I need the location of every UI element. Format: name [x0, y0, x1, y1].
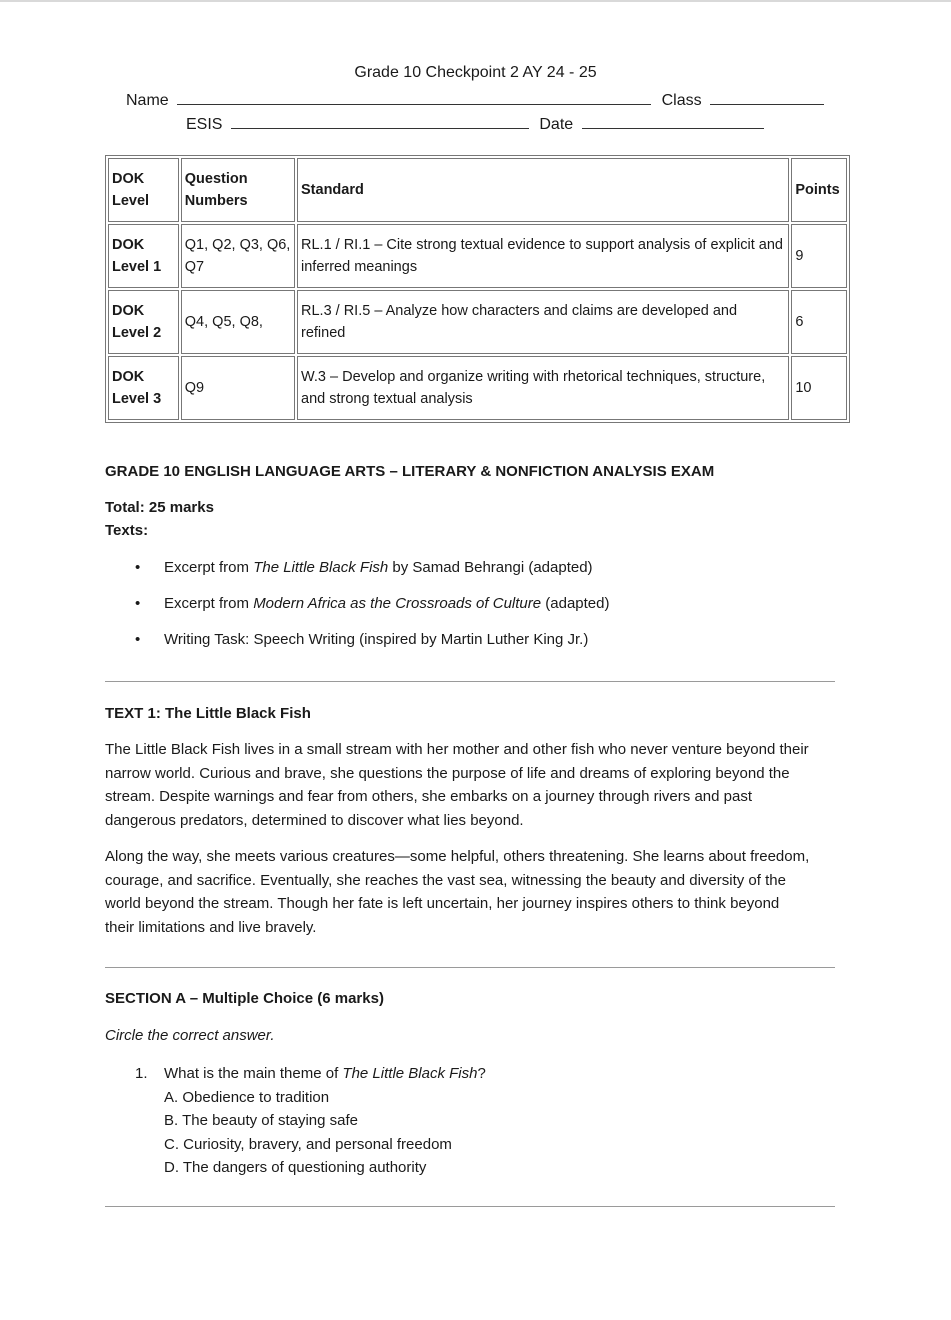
dok-level-cell: DOK Level 1 — [108, 224, 179, 288]
dok-level-cell: DOK Level 2 — [108, 290, 179, 354]
class-field[interactable] — [710, 90, 824, 105]
standard-cell: RL.3 / RI.5 – Analyze how characters and claims are developed and refined — [297, 290, 789, 354]
section-a-heading: SECTION A – Multiple Choice (6 marks) — [105, 990, 384, 1007]
dok-level-cell: DOK Level 3 — [108, 356, 179, 420]
question-1-stem: 1. What is the main theme of The Little Black Fish? — [135, 1065, 486, 1082]
dok-table-header — [108, 158, 847, 222]
text1-heading: TEXT 1: The Little Black Fish — [105, 705, 311, 722]
divider — [105, 967, 835, 968]
points-cell: 10 — [791, 356, 847, 420]
esis-row — [186, 114, 764, 134]
exam-title: GRADE 10 ENGLISH LANGUAGE ARTS – LITERARY & NONFICTION ANALYSIS EXAM — [105, 463, 715, 480]
answer-option-a[interactable]: A. Obedience to tradition — [164, 1088, 330, 1106]
header-points: Points — [791, 158, 847, 222]
list-item: • Writing Task: Speech Writing (inspired by Martin Luther King Jr.) — [135, 629, 609, 665]
answer-option-d[interactable]: D. The dangers of questioning authority — [164, 1159, 427, 1176]
date-field[interactable] — [582, 114, 764, 129]
texts-label: Texts: — [105, 522, 149, 539]
text1-paragraph-1: The Little Black Fish lives in a small stream with her mother and other fish who never venture beyond their narrow world. Curious and brave, she questions the purpose of life and dreams of exploring beyond the stream. Despite warnings and fear from others, she embarks on a journey through rivers and past dangerous predators, determined to discover what lies beyond. — [105, 741, 809, 829]
esis-field[interactable] — [231, 114, 529, 129]
question-numbers-cell: Q4, Q5, Q8, — [181, 290, 295, 354]
standard-cell: RL.1 / RI.1 – Cite strong textual evidence to support analysis of explicit and inferred meanings — [297, 224, 789, 288]
question-1 — [135, 1062, 486, 1180]
divider — [105, 681, 835, 682]
date-label: Date — [539, 116, 574, 133]
points-cell: 6 — [791, 290, 847, 354]
question-numbers-cell: Q1, Q2, Q3, Q6, Q7 — [181, 224, 295, 288]
points-cell: 9 — [791, 224, 847, 288]
answer-option-c[interactable]: C. Curiosity, bravery, and personal freedom — [164, 1135, 452, 1153]
list-item: • Excerpt from The Little Black Fish by Samad Behrangi (adapted) — [135, 557, 609, 593]
esis-label: ESIS — [186, 116, 223, 133]
texts-list — [135, 557, 609, 665]
question-numbers-cell: Q9 — [181, 356, 295, 420]
header-standard: Standard — [297, 158, 789, 222]
answer-option-b[interactable]: B. The beauty of staying safe — [164, 1112, 359, 1129]
page-title: Grade 10 Checkpoint 2 AY 24 - 25 — [354, 64, 597, 81]
header-question-numbers: Question Numbers — [181, 158, 295, 222]
table-row — [108, 224, 847, 288]
standard-cell: W.3 – Develop and organize writing with rhetorical techniques, structure, and strong textual analysis — [297, 356, 789, 420]
table-row — [108, 290, 847, 354]
name-label: Name — [126, 92, 169, 109]
list-item: • Excerpt from Modern Africa as the Crossroads of Culture (adapted) — [135, 593, 609, 629]
name-row — [126, 90, 824, 110]
divider — [105, 1206, 835, 1207]
text1-paragraph-2: Along the way, she meets various creatures—some helpful, others threatening. She learns about freedom, courage, and sacrifice. Eventually, she reaches the vast sea, witnessing the beauty and diversity of the world beyond the stream. Though her fate is left uncertain, her journey inspires others to think beyond their limitations and live bravely. — [105, 848, 810, 936]
class-label: Class — [661, 92, 702, 109]
exam-total: Total: 25 marks — [105, 499, 214, 516]
header-dok-level: DOK Level — [108, 158, 179, 222]
section-a-instruction: Circle the correct answer. — [105, 1027, 275, 1044]
table-row — [108, 356, 847, 420]
name-field[interactable] — [177, 90, 651, 105]
dok-table — [105, 155, 850, 423]
